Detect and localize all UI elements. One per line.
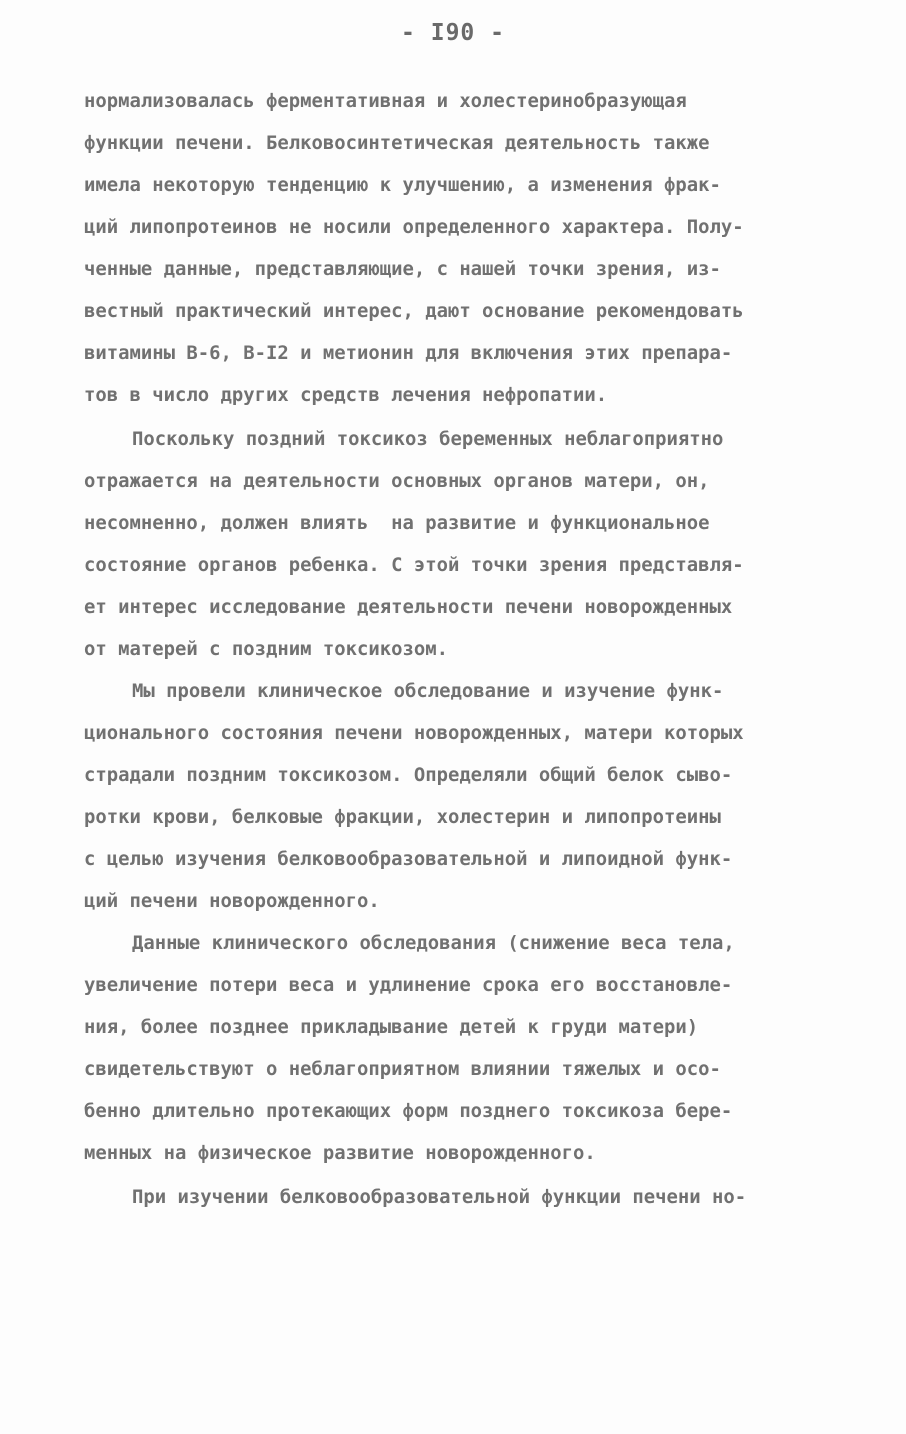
text-line: ций липопротеинов не носили определенного характера. Полу- — [84, 216, 744, 238]
text-line: имела некоторую тенденцию к улучшению, а изменения фрак- — [84, 174, 721, 196]
text-line: вестный практический интерес, дают основание рекомендовать — [84, 300, 744, 322]
text-line: несомненно, должен влиять на развитие и функциональное — [84, 512, 710, 534]
text-line: нормализовалась ферментативная и холестеринобразующая — [84, 90, 687, 112]
text-line: с целью изучения белковообразовательной и липоидной функ- — [84, 848, 733, 870]
text-line: свидетельствуют о неблагоприятном влиянии тяжелых и осо- — [84, 1058, 721, 1080]
text-line: витамины В-6, В-I2 и метионин для включения этих препара- — [84, 342, 733, 364]
text-line: состояние органов ребенка. С этой точки зрения представля- — [84, 554, 744, 576]
text-line: ния, более позднее прикладывание детей к груди матери) — [84, 1016, 699, 1038]
text-line: функции печени. Белковосинтетическая деятельность также — [84, 132, 710, 154]
text-line: ций печени новорожденного. — [84, 890, 380, 912]
paragraph-first-line: Мы провели клиническое обследование и изучение функ- — [132, 680, 724, 702]
text-line: ционального состояния печени новорожденных, матери которых — [84, 722, 744, 744]
text-line: ротки крови, белковые фракции, холестерин и липопротеины — [84, 806, 721, 828]
page-number: - I90 - — [401, 20, 505, 46]
paragraph-first-line: Поскольку поздний токсикоз беременных неблагоприятно — [132, 428, 724, 450]
paragraph-first-line: Данные клинического обследования (снижение веса тела, — [132, 932, 735, 954]
text-line: от матерей с поздним токсикозом. — [84, 638, 448, 660]
text-line: менных на физическое развитие новорожденного. — [84, 1142, 596, 1164]
text-line: отражается на деятельности основных органов матери, он, — [84, 470, 710, 492]
text-line: ет интерес исследование деятельности печени новорожденных — [84, 596, 733, 618]
text-line: страдали поздним токсикозом. Определяли общий белок сыво- — [84, 764, 733, 786]
text-line: тов в число других средств лечения нефропатии. — [84, 384, 608, 406]
text-line: ченные данные, представляющие, с нашей точки зрения, из- — [84, 258, 721, 280]
text-line: бенно длительно протекающих форм позднего токсикоза бере- — [84, 1100, 733, 1122]
text-line: увеличение потери веса и удлинение срока его восстановле- — [84, 974, 733, 996]
paragraph-first-line: При изучении белковообразовательной функции печени но- — [132, 1186, 747, 1208]
